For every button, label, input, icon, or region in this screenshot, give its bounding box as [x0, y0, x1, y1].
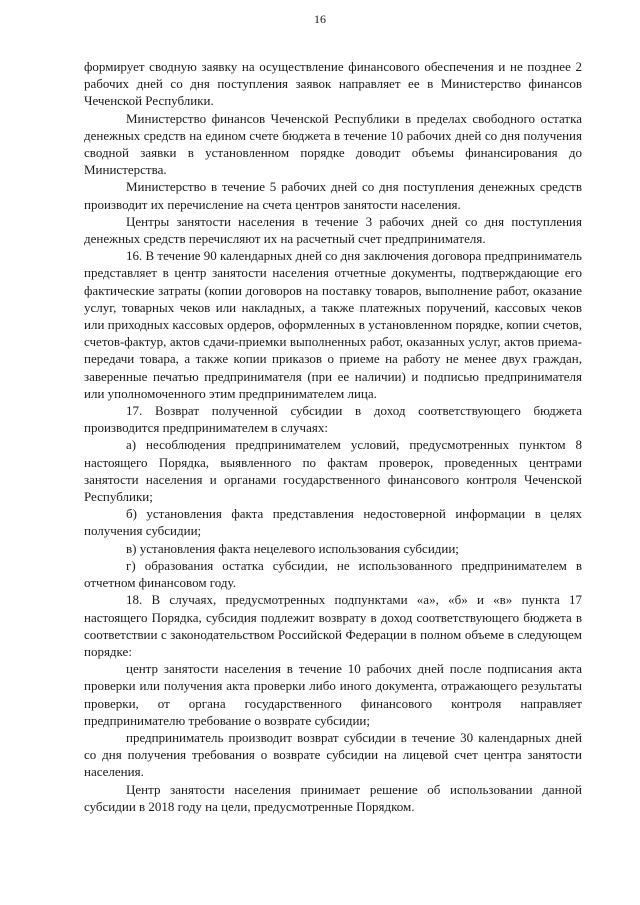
paragraph: 18. В случаях, предусмотренных подпунктами «а», «б» и «в» пункта 17 настоящего Порядка, субсидия подлежит возврату в доход соответствующего бюджета в соответствии с законодательством Российской Федерации в полном объеме в следующем порядке:: [84, 592, 582, 659]
paragraph: Министерство финансов Чеченской Республики в пределах свободного остатка денежных средств на едином счете бюджета в течение 10 рабочих дней со дня получения сводной заявки в установленном порядке доводит объемы финансирования до Министерства.: [84, 110, 582, 178]
paragraph: Центр занятости населения принимает решение об использовании данной субсидии в 2018 году на цели, предусмотренные Порядком.: [84, 781, 582, 814]
document-body: [84, 58, 582, 815]
paragraph: 17. Возврат полученной субсидии в доход соответствующего бюджета производится предпринимателем в случаях:: [84, 403, 582, 436]
paragraph: г) образования остатка субсидии, не использованного предпринимателем в отчетном финансовом году.: [84, 557, 582, 591]
paragraph: б) установления факта представления недостоверной информации в целях получения субсидии;: [84, 506, 582, 539]
paragraph: Министерство в течение 5 рабочих дней со дня поступления денежных средств производит их перечисление на счета центров занятости населения.: [84, 179, 582, 212]
paragraph: Центры занятости населения в течение 3 рабочих дней со дня поступления денежных средств перечисляют их на расчетный счет предпринимателя.: [84, 213, 582, 247]
paragraph: формирует сводную заявку на осуществление финансового обеспечения и не позднее 2 рабочих дней со дня поступления заявок направляет ее в Министерство финансов Чеченской Республики.: [84, 59, 582, 109]
paragraph: 16. В течение 90 календарных дней со дня заключения договора предприниматель представляет в центр занятости населения отчетные документы, подтверждающие его фактические затраты (копии договоров на поставку товаров, выполнение работ, оказание услуг, товарных чеков или накладных, а также платежных поручений, кассовых чеков или приходных кассовых ордеров, оформленных в установленном порядке, копии счетов, счетов-фактур, актов сдачи-приемки выполненных работ, оказанных услуг, актов приема-передачи товара, а также копии приказов о приеме на работу не менее двух граждан, заверенные печатью предпринимателя (при ее наличии) и подписью предпринимателя или уполномоченного этим предпринимателем лица.: [84, 248, 582, 401]
paragraph: в) установления факта нецелевого использования субсидии;: [126, 540, 459, 556]
page-number: 16: [314, 12, 326, 26]
paragraph: центр занятости населения в течение 10 рабочих дней после подписания акта проверки или получения акта проверки либо иного документа, отражающего результаты проверки, от органа государственного финансового контроля направляет предпринимателю требование о возврате субсидии;: [84, 661, 582, 728]
paragraph: а) несоблюдения предпринимателем условий, предусмотренных пунктом 8 настоящего Порядка, выявленного по фактам проверок, проведенных центрами занятости населения и органами государственного финансового контроля Чеченской Республики;: [84, 437, 582, 505]
paragraph: предприниматель производит возврат субсидии в течение 30 календарных дней со дня получения требования о возврате субсидии на лицевой счет центра занятости населения.: [84, 729, 582, 780]
